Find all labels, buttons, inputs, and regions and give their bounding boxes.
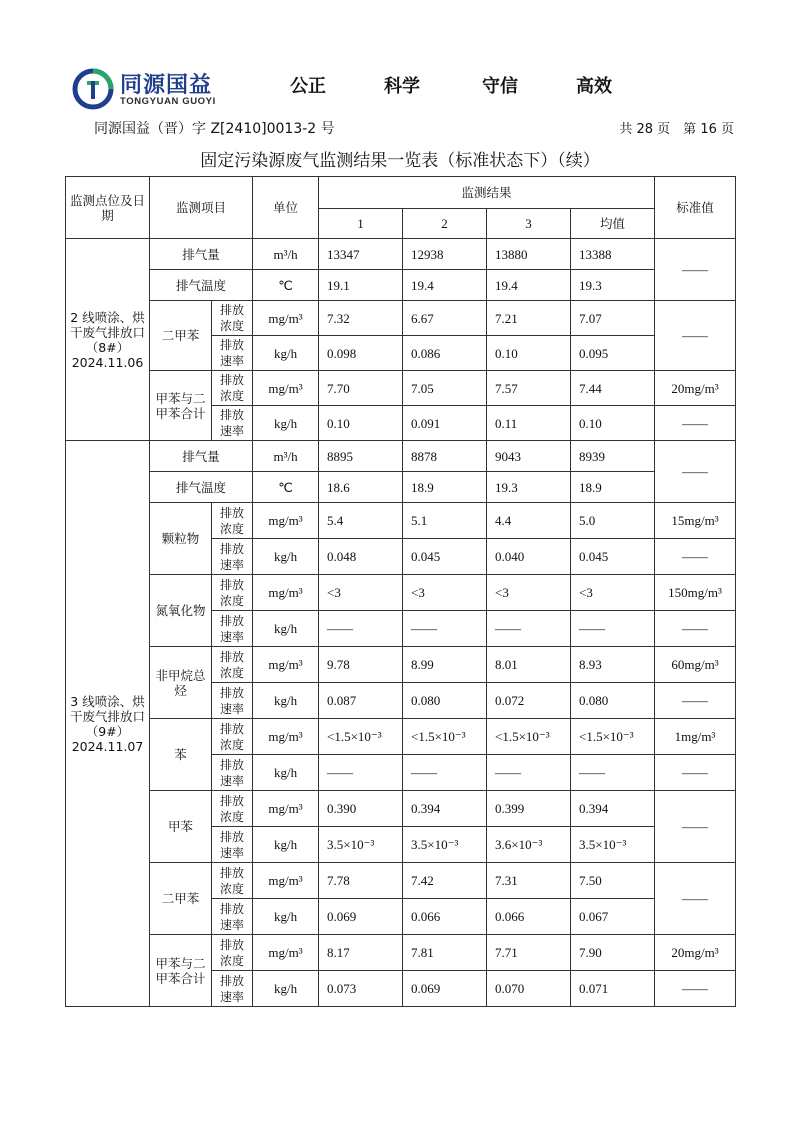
value-cell: 0.399: [487, 791, 571, 827]
unit-cell: kg/h: [253, 971, 319, 1007]
standard-cell: ——: [655, 239, 736, 301]
value-cell: 3.5×10⁻³: [319, 827, 403, 863]
standard-cell: 15mg/m³: [655, 503, 736, 539]
value-cell: 0.067: [571, 899, 655, 935]
value-cell: 12938: [403, 239, 487, 270]
unit-cell: kg/h: [253, 336, 319, 371]
value-cell: 0.072: [487, 683, 571, 719]
subitem-label: 排放速率: [212, 971, 253, 1007]
value-cell: <1.5×10⁻³: [319, 719, 403, 755]
value-cell: 19.3: [487, 472, 571, 503]
value-cell: 0.095: [571, 336, 655, 371]
subitem-label: 排放浓度: [212, 301, 253, 336]
value-cell: 18.6: [319, 472, 403, 503]
slogan-3: 守信: [482, 76, 518, 97]
table-row: [66, 791, 736, 827]
slogan-2: 科学: [384, 76, 420, 97]
value-cell: ——: [487, 755, 571, 791]
header-unit: 单位: [253, 177, 319, 239]
page-info: 共 28 页 第 16 页: [619, 122, 734, 137]
header-standard: 标准值: [655, 177, 736, 239]
results-table: [65, 176, 736, 1007]
unit-cell: mg/m³: [253, 791, 319, 827]
value-cell: 7.31: [487, 863, 571, 899]
value-cell: 0.069: [319, 899, 403, 935]
value-cell: 13347: [319, 239, 403, 270]
value-cell: <1.5×10⁻³: [403, 719, 487, 755]
value-cell: <3: [403, 575, 487, 611]
value-cell: 0.11: [487, 406, 571, 441]
logo-en-text: TONGYUAN GUOYI: [120, 96, 216, 107]
table-row: [66, 239, 736, 270]
unit-cell: mg/m³: [253, 301, 319, 336]
subitem-label: 排放速率: [212, 539, 253, 575]
header-point: 监测点位及日期: [66, 177, 150, 239]
value-cell: 0.087: [319, 683, 403, 719]
value-cell: 0.066: [487, 899, 571, 935]
subitem-label: 排放浓度: [212, 371, 253, 406]
value-cell: 6.67: [403, 301, 487, 336]
value-cell: <3: [571, 575, 655, 611]
value-cell: 0.080: [571, 683, 655, 719]
value-cell: 19.1: [319, 270, 403, 301]
unit-cell: m³/h: [253, 239, 319, 270]
value-cell: ——: [403, 611, 487, 647]
value-cell: 9043: [487, 441, 571, 472]
table-row: [66, 503, 736, 539]
value-cell: 9.78: [319, 647, 403, 683]
value-cell: 8.99: [403, 647, 487, 683]
item-label: 苯: [150, 719, 212, 791]
value-cell: 0.070: [487, 971, 571, 1007]
value-cell: 4.4: [487, 503, 571, 539]
unit-cell: kg/h: [253, 899, 319, 935]
value-cell: 0.080: [403, 683, 487, 719]
subitem-label: 排放浓度: [212, 503, 253, 539]
item-label: 排气量: [150, 441, 253, 472]
unit-cell: kg/h: [253, 406, 319, 441]
unit-cell: mg/m³: [253, 719, 319, 755]
unit-cell: mg/m³: [253, 371, 319, 406]
unit-cell: kg/h: [253, 611, 319, 647]
unit-cell: kg/h: [253, 755, 319, 791]
unit-cell: kg/h: [253, 827, 319, 863]
value-cell: 0.045: [403, 539, 487, 575]
document-number: 同源国益（晋）字 Z[2410]0013-2 号: [94, 121, 335, 137]
header-col-mean: 均值: [571, 209, 655, 239]
value-cell: 7.07: [571, 301, 655, 336]
value-cell: ——: [487, 611, 571, 647]
value-cell: <1.5×10⁻³: [487, 719, 571, 755]
value-cell: 8.01: [487, 647, 571, 683]
logo-cn-text: 同源国益: [120, 73, 213, 98]
item-label: 甲苯: [150, 791, 212, 863]
value-cell: 0.10: [487, 336, 571, 371]
value-cell: 18.9: [571, 472, 655, 503]
table-row: [66, 935, 736, 971]
value-cell: ——: [571, 611, 655, 647]
value-cell: 8.93: [571, 647, 655, 683]
item-label: 排气温度: [150, 270, 253, 301]
item-label: 颗粒物: [150, 503, 212, 575]
table-row: [66, 371, 736, 406]
item-label: 二甲苯: [150, 301, 212, 371]
subitem-label: 排放速率: [212, 611, 253, 647]
table-row: [66, 301, 736, 336]
value-cell: 0.10: [571, 406, 655, 441]
item-label: 排气温度: [150, 472, 253, 503]
subitem-label: 排放速率: [212, 899, 253, 935]
value-cell: 19.3: [571, 270, 655, 301]
value-cell: 0.091: [403, 406, 487, 441]
value-cell: 5.4: [319, 503, 403, 539]
subitem-label: 排放浓度: [212, 575, 253, 611]
company-logo-icon: [72, 68, 114, 110]
subitem-label: 排放速率: [212, 827, 253, 863]
standard-cell: ——: [655, 791, 736, 863]
table-row: [66, 575, 736, 611]
standard-cell: 20mg/m³: [655, 371, 736, 406]
value-cell: ——: [403, 755, 487, 791]
monitoring-point-8: 2 线喷涂、烘干废气排放口（8#）2024.11.06: [66, 239, 150, 441]
value-cell: 7.21: [487, 301, 571, 336]
value-cell: 3.5×10⁻³: [403, 827, 487, 863]
value-cell: 7.57: [487, 371, 571, 406]
value-cell: 0.390: [319, 791, 403, 827]
table-title: 固定污染源废气监测结果一览表（标准状态下）（续）: [200, 151, 600, 171]
unit-cell: mg/m³: [253, 863, 319, 899]
value-cell: 7.42: [403, 863, 487, 899]
standard-cell: 20mg/m³: [655, 935, 736, 971]
subitem-label: 排放浓度: [212, 935, 253, 971]
standard-cell: 150mg/m³: [655, 575, 736, 611]
value-cell: ——: [319, 755, 403, 791]
value-cell: 0.040: [487, 539, 571, 575]
value-cell: 7.44: [571, 371, 655, 406]
subitem-label: 排放浓度: [212, 863, 253, 899]
value-cell: 19.4: [487, 270, 571, 301]
standard-cell: ——: [655, 863, 736, 935]
value-cell: 19.4: [403, 270, 487, 301]
item-label: 氮氧化物: [150, 575, 212, 647]
header-col-1: 1: [319, 209, 403, 239]
value-cell: 0.10: [319, 406, 403, 441]
standard-cell: 60mg/m³: [655, 647, 736, 683]
unit-cell: mg/m³: [253, 935, 319, 971]
slogan-1: 公正: [290, 76, 326, 97]
value-cell: ——: [319, 611, 403, 647]
table-row: [66, 863, 736, 899]
unit-cell: mg/m³: [253, 647, 319, 683]
standard-cell: ——: [655, 406, 736, 441]
standard-cell: ——: [655, 683, 736, 719]
value-cell: 0.098: [319, 336, 403, 371]
unit-cell: ℃: [253, 270, 319, 301]
standard-cell: 1mg/m³: [655, 719, 736, 755]
item-label: 非甲烷总烃: [150, 647, 212, 719]
value-cell: 8.17: [319, 935, 403, 971]
header-col-2: 2: [403, 209, 487, 239]
subitem-label: 排放速率: [212, 683, 253, 719]
value-cell: 0.394: [571, 791, 655, 827]
value-cell: 5.1: [403, 503, 487, 539]
value-cell: 0.071: [571, 971, 655, 1007]
value-cell: 8878: [403, 441, 487, 472]
header-col-3: 3: [487, 209, 571, 239]
value-cell: 7.70: [319, 371, 403, 406]
value-cell: 0.066: [403, 899, 487, 935]
table-row: [66, 719, 736, 755]
value-cell: 7.81: [403, 935, 487, 971]
subitem-label: 排放浓度: [212, 647, 253, 683]
standard-cell: ——: [655, 539, 736, 575]
value-cell: 7.32: [319, 301, 403, 336]
header-item: 监测项目: [150, 177, 253, 239]
value-cell: 7.71: [487, 935, 571, 971]
value-cell: 0.045: [571, 539, 655, 575]
unit-cell: m³/h: [253, 441, 319, 472]
table-row: [66, 441, 736, 472]
standard-cell: ——: [655, 755, 736, 791]
value-cell: 13388: [571, 239, 655, 270]
unit-cell: ℃: [253, 472, 319, 503]
value-cell: 8939: [571, 441, 655, 472]
unit-cell: mg/m³: [253, 575, 319, 611]
standard-cell: ——: [655, 611, 736, 647]
item-label: 甲苯与二甲苯合计: [150, 371, 212, 441]
table-row: [66, 472, 736, 503]
item-label: 甲苯与二甲苯合计: [150, 935, 212, 1007]
item-label: 二甲苯: [150, 863, 212, 935]
unit-cell: kg/h: [253, 539, 319, 575]
header-results: 监测结果: [319, 177, 655, 209]
table-row: [66, 647, 736, 683]
value-cell: 7.05: [403, 371, 487, 406]
value-cell: 0.394: [403, 791, 487, 827]
slogan-4: 高效: [576, 76, 612, 97]
unit-cell: mg/m³: [253, 503, 319, 539]
subitem-label: 排放速率: [212, 755, 253, 791]
value-cell: <3: [319, 575, 403, 611]
value-cell: 7.90: [571, 935, 655, 971]
value-cell: <3: [487, 575, 571, 611]
value-cell: <1.5×10⁻³: [571, 719, 655, 755]
value-cell: 8895: [319, 441, 403, 472]
item-label: 排气量: [150, 239, 253, 270]
subitem-label: 排放浓度: [212, 719, 253, 755]
value-cell: 18.9: [403, 472, 487, 503]
value-cell: 5.0: [571, 503, 655, 539]
monitoring-point-9: 3 线喷涂、烘干废气排放口（9#）2024.11.07: [66, 441, 150, 1007]
value-cell: 13880: [487, 239, 571, 270]
subitem-label: 排放速率: [212, 336, 253, 371]
value-cell: 3.5×10⁻³: [571, 827, 655, 863]
value-cell: ——: [571, 755, 655, 791]
table-row: [66, 270, 736, 301]
unit-cell: kg/h: [253, 683, 319, 719]
value-cell: 3.6×10⁻³: [487, 827, 571, 863]
value-cell: 7.78: [319, 863, 403, 899]
value-cell: 7.50: [571, 863, 655, 899]
subitem-label: 排放速率: [212, 406, 253, 441]
value-cell: 0.086: [403, 336, 487, 371]
standard-cell: ——: [655, 441, 736, 503]
value-cell: 0.069: [403, 971, 487, 1007]
value-cell: 0.073: [319, 971, 403, 1007]
letterhead: [72, 66, 752, 112]
subitem-label: 排放浓度: [212, 791, 253, 827]
standard-cell: ——: [655, 971, 736, 1007]
standard-cell: ——: [655, 301, 736, 371]
value-cell: 0.048: [319, 539, 403, 575]
